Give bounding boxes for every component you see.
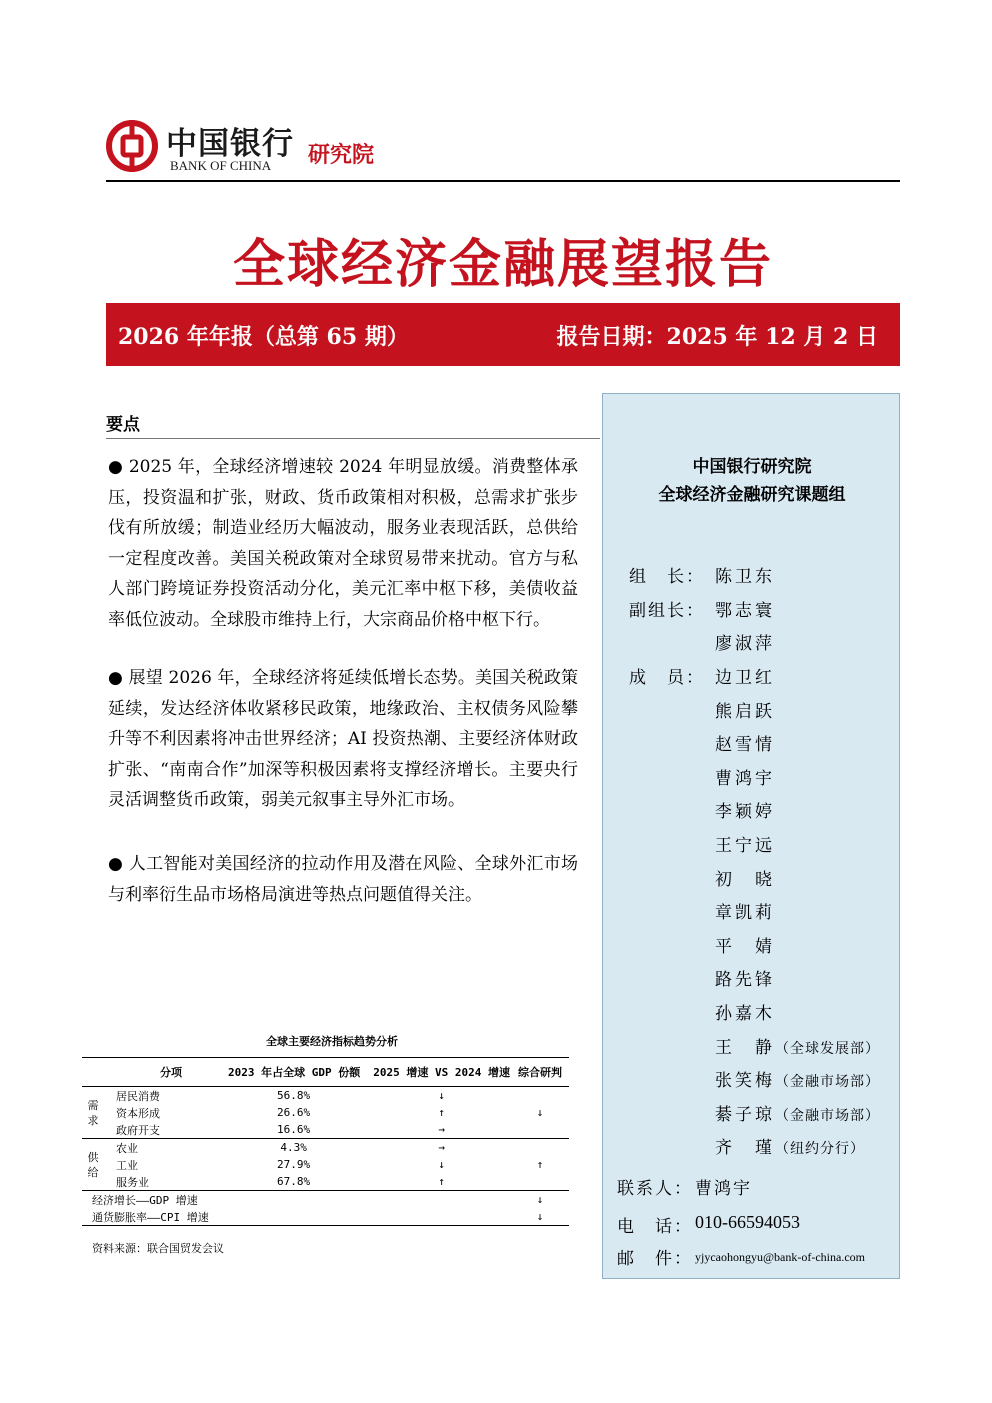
table-row xyxy=(82,1173,569,1191)
member-entry xyxy=(715,663,775,688)
phone-number: 010-66594053 xyxy=(695,1212,800,1232)
logo-english-name: BANK OF CHINA xyxy=(170,158,272,173)
summary-gdp-arrow: ↓ xyxy=(536,1193,544,1206)
member-name: 平 婧 xyxy=(715,936,775,957)
row-share: 67.8% xyxy=(227,1173,372,1191)
table-row xyxy=(82,1104,569,1121)
member-department: （金融市场部） xyxy=(775,1074,880,1091)
supply-group-label: 供 给 xyxy=(82,1139,104,1191)
member-entry xyxy=(715,697,775,722)
summary-gdp-label: 经济增长——GDP 增速 xyxy=(92,1193,198,1207)
logo-chinese-name: 中国银行 xyxy=(166,126,294,162)
row-item: 资本形成 xyxy=(116,1106,160,1120)
key-point-2: ● 展望 2026 年，全球经济将延续低增长态势。美国关税政策延续，发达经济体收紧移民政策，地缘政治、主权债务风险攀升等不利因素将冲击世界经济；AI 投资热潮、主要经济体财政扩张、“南南合作”加深等积极因素将支撑经济增长。主要央行灵活调整货币政策，弱美元叙事主导外汇市场。 xyxy=(108,668,578,810)
deputy-name: 廖淑萍 xyxy=(715,634,775,654)
header-group xyxy=(82,1058,104,1087)
indicator-table xyxy=(82,1057,569,1226)
deputy-name: 鄂志寰 xyxy=(715,601,775,621)
header-divider xyxy=(106,180,900,182)
header-item: 分项 xyxy=(104,1058,227,1087)
row-trend-arrow: ↓ xyxy=(438,1089,445,1102)
research-team-panel xyxy=(602,393,900,1279)
row-trend-arrow: → xyxy=(372,1121,511,1139)
key-point-3: ● 人工智能对美国经济的拉动作用及潜在风险、全球外汇市场与利率衍生品市场格局演进等热点问题值得关注。 xyxy=(108,854,578,905)
member-department: （全球发展部） xyxy=(775,1040,880,1057)
demand-judgement-arrow: ↓ xyxy=(511,1087,569,1139)
leader-label: 组 长： xyxy=(629,567,705,587)
member-name: 李颖婷 xyxy=(715,802,775,823)
member-entry xyxy=(715,932,775,957)
row-share: 4.3% xyxy=(280,1141,307,1154)
deputy-label: 副组长： xyxy=(629,601,705,621)
member-name: 齐 瑾 xyxy=(715,1138,775,1159)
member-department: （纽约分行） xyxy=(775,1141,865,1158)
member-name: 路先锋 xyxy=(715,970,775,991)
row-share: 56.8% xyxy=(277,1089,311,1102)
member-department: （金融市场部） xyxy=(775,1107,880,1124)
row-item: 服务业 xyxy=(104,1173,227,1191)
row-trend-arrow: ↑ xyxy=(438,1106,445,1119)
email-label: 邮 件： xyxy=(617,1249,693,1269)
header-judgement: 综合研判 xyxy=(511,1058,569,1087)
row-trend-arrow: ↓ xyxy=(438,1158,445,1171)
summary-cpi-label: 通货膨胀率——CPI 增速 xyxy=(82,1208,511,1226)
member-name: 边卫红 xyxy=(715,668,775,688)
row-share: 27.9% xyxy=(277,1158,311,1171)
header-share: 2023 年占全球 GDP 份额 xyxy=(227,1058,372,1087)
member-entry xyxy=(715,999,775,1024)
table-row xyxy=(82,1208,569,1226)
supply-judgement-arrow: ↑ xyxy=(511,1139,569,1191)
table-row xyxy=(82,1139,569,1157)
report-title: 全球经济金融展望报告 xyxy=(232,234,773,295)
row-trend-arrow: ↑ xyxy=(372,1173,511,1191)
demand-group-label: 需 求 xyxy=(82,1087,104,1139)
member-name: 张笑梅 xyxy=(715,1071,775,1092)
member-name: 初 晓 xyxy=(715,869,775,890)
row-item: 居民消费 xyxy=(116,1089,160,1103)
member-entry xyxy=(715,797,775,822)
leader-name: 陈卫东 xyxy=(715,567,775,587)
member-entry xyxy=(715,1066,880,1091)
key-points-heading: 要点 xyxy=(106,415,140,435)
table-row xyxy=(82,1156,569,1173)
contact-label: 联系人： xyxy=(617,1179,693,1199)
team-org-name: 中国银行研究院 xyxy=(692,457,812,477)
member-entry xyxy=(715,730,775,755)
member-name: 綦子琼 xyxy=(715,1104,775,1125)
row-share: 16.6% xyxy=(227,1121,372,1139)
member-entry xyxy=(715,898,775,923)
table-row xyxy=(82,1191,569,1209)
member-entry xyxy=(715,865,775,890)
member-name: 赵雪情 xyxy=(715,735,775,756)
row-item: 政府开支 xyxy=(104,1121,227,1139)
row-item: 农业 xyxy=(116,1141,138,1155)
report-date: 报告日期：2025 年 12 月 2 日 xyxy=(556,324,878,350)
issue-banner xyxy=(106,303,900,366)
member-name: 熊启跃 xyxy=(715,701,775,722)
member-name: 王宁远 xyxy=(715,836,775,856)
member-entry xyxy=(715,831,775,856)
bank-of-china-logo-icon xyxy=(106,120,158,172)
member-name: 章凯莉 xyxy=(715,903,775,924)
row-trend-arrow: → xyxy=(438,1141,445,1154)
institute-label: 研究院 xyxy=(308,142,375,168)
team-group-name: 全球经济金融研究课题组 xyxy=(658,485,846,505)
issue-label: 2026 年年报（总第 65 期） xyxy=(118,324,409,350)
member-entry xyxy=(715,1100,880,1125)
key-points-divider xyxy=(106,438,600,439)
table-row xyxy=(82,1087,569,1105)
key-point-1: ● 2025 年，全球经济增速较 2024 年明显放缓。消费整体承压，投资温和扩张，财政、货币政策相对积极，总需求扩张步伐有所放缓；制造业经历大幅波动，服务业表现活跃，总供给一定程度改善。美国关税政策对全球贸易带来扰动。官方与私人部门跨境证券投资活动分化，美元汇率中枢下移，美债收益率低位波动。全球股市维持上行，大宗商品价格中枢下行。 xyxy=(108,457,578,630)
table-source-note: 资料来源：联合国贸发会议 xyxy=(92,1242,224,1255)
header-trend: 2025 增速 VS 2024 增速 xyxy=(372,1058,511,1087)
table-header-row xyxy=(82,1058,569,1087)
row-item: 工业 xyxy=(116,1158,138,1172)
member-entry xyxy=(715,764,775,789)
table-row xyxy=(82,1121,569,1139)
row-share: 26.6% xyxy=(277,1106,311,1119)
summary-cpi-arrow: ↓ xyxy=(511,1208,569,1226)
member-name: 孙嘉木 xyxy=(715,1004,775,1024)
member-entry xyxy=(715,965,775,990)
contact-name: 曹鸿宇 xyxy=(695,1179,752,1199)
member-name: 王 静 xyxy=(715,1037,775,1058)
member-entry xyxy=(715,1033,880,1058)
members-label: 成 员： xyxy=(629,668,705,688)
member-entry xyxy=(715,1133,865,1158)
member-name: 曹鸿宇 xyxy=(715,768,775,789)
table-title: 全球主要经济指标趋势分析 xyxy=(266,1035,398,1048)
email-address[interactable]: yjycaohongyu@bank-of-china.com xyxy=(695,1250,865,1264)
phone-label: 电 话： xyxy=(617,1217,693,1237)
